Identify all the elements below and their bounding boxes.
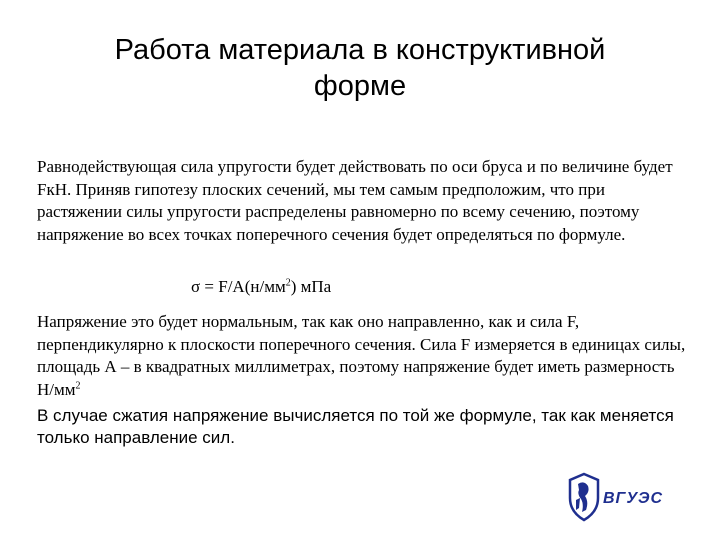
university-logo [568, 472, 668, 522]
paragraph-3: В случае сжатия напряжение вычисляется по той же формуле, так как меняется только направление сил. [37, 406, 674, 447]
title-line-1: Работа материала в конструктивной [114, 34, 606, 66]
emblem-icon [568, 472, 600, 522]
formula-main: σ = F/A(н/мм [191, 277, 286, 296]
paragraph-2 [37, 311, 687, 401]
formula-unit: ) мПа [290, 277, 332, 296]
page-title [40, 32, 680, 104]
logo-text: ВГУЭС [603, 490, 664, 507]
paragraph-1: Равнодействующая сила упругости будет действовать по оси бруса и по величине будет FкН. Приняв гипотезу плоских сечений, мы тем самым предположим, что при растяжении силы упругости распределены равномерно по всему сечению, поэтому напряжение во всех точках поперечного сечения будет определяться по формуле. [37, 157, 673, 244]
stress-formula [191, 276, 331, 298]
formula-exponent: 2 [285, 277, 291, 289]
title-line-2: форме [313, 70, 407, 102]
paragraph-2-exponent: 2 [75, 379, 81, 391]
paragraph-2-text: Напряжение это будет нормальным, так как оно направленно, как и сила F, перпендикулярно к плоскости поперечного сечения. Сила F измеряется в единицах силы, площадь А – в квадратных миллиметрах, поэтому напряжение будет иметь размерность Н/мм [37, 312, 686, 399]
